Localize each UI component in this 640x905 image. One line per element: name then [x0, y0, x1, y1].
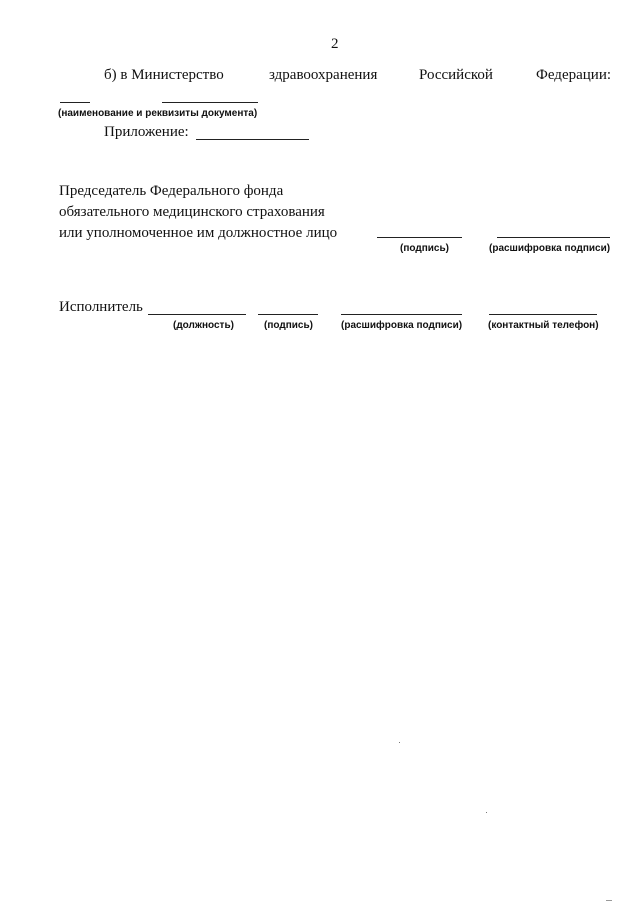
executor-decoding-blank	[341, 314, 462, 315]
scan-speck	[606, 900, 612, 901]
chairman-line-2: обязательного медицинского страхования	[59, 204, 325, 220]
ministry-word-health: здравоохранения	[269, 67, 378, 83]
scan-speck	[399, 742, 400, 743]
chairman-line-3: или уполномоченное им должностное лицо	[59, 225, 338, 241]
executor-signature-caption: (подпись)	[264, 320, 313, 331]
chairman-decoding-blank	[497, 237, 610, 238]
attachment-blank	[196, 139, 309, 140]
chairman-line-1: Председатель Федерального фонда	[59, 183, 284, 199]
chairman-decoding-caption: (расшифровка подписи)	[489, 243, 611, 254]
chairman-signature-blank	[377, 237, 462, 238]
chairman-signature-caption: (подпись)	[400, 243, 449, 254]
ministry-prefix: б) в Министерство	[104, 67, 224, 83]
executor-phone-caption: (контактный телефон)	[488, 320, 599, 331]
attachment-label: Приложение:	[104, 124, 189, 140]
ministry-word-federation: Федерации:	[536, 67, 612, 83]
executor-phone-blank	[489, 314, 597, 315]
executor-position-caption: (должность)	[173, 320, 234, 331]
scan-speck	[486, 812, 487, 813]
document-name-blank-right	[162, 102, 258, 103]
page-number: 2	[331, 36, 339, 52]
ministry-word-russian: Российской	[419, 67, 493, 83]
executor-position-blank	[148, 314, 246, 315]
executor-label: Исполнитель	[59, 299, 143, 315]
executor-decoding-caption: (расшифровка подписи)	[341, 320, 463, 331]
document-name-blank-left	[60, 102, 90, 103]
executor-signature-blank	[258, 314, 318, 315]
document-name-caption: (наименование и реквизиты документа)	[58, 108, 258, 119]
